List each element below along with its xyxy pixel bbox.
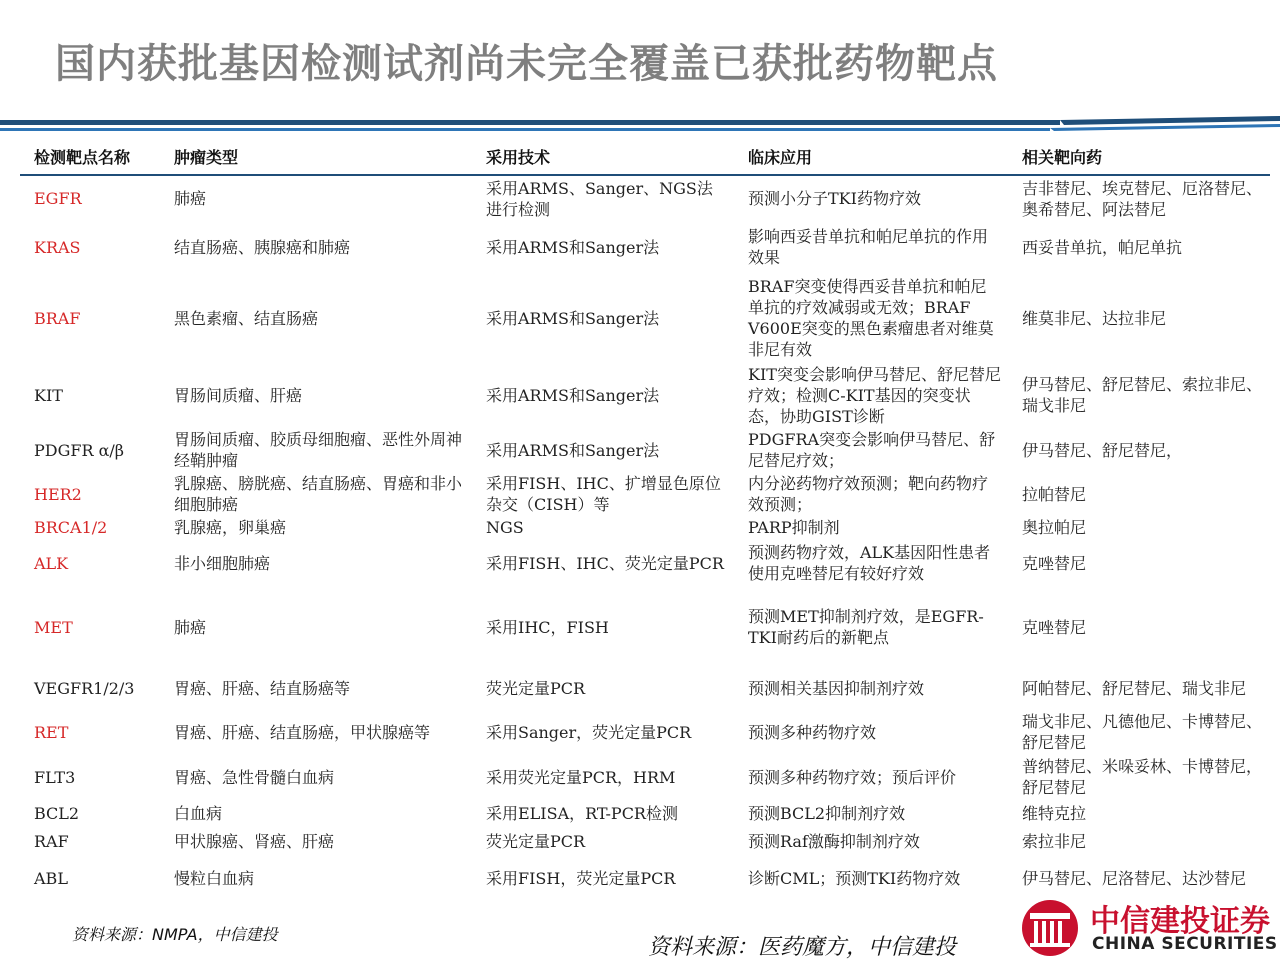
table-row	[20, 273, 1270, 363]
row-clinical-use: 预测MET抑制剂疗效，是EGFR-TKI耐药后的新靶点	[748, 607, 984, 647]
row-tumor-type: 胃癌、急性骨髓白血病	[174, 767, 335, 787]
footer-source: 资料来源：医药魔方，中信建投	[648, 935, 957, 960]
row-target: FLT3	[34, 767, 76, 787]
row-technology: 采用Sanger，荧光定量PCR	[486, 722, 692, 742]
row-tumor-type: 黑色素瘤、结直肠癌	[174, 308, 319, 328]
row-tumor-type: 乳腺癌、膀胱癌、结直肠癌、胃癌和非小细胞肺癌	[174, 474, 463, 514]
row-clinical-use: 预测药物疗效，ALK基因阳性患者使用克唑替尼有较好疗效	[748, 543, 991, 583]
row-clinical-use: 预测Raf激酶抑制剂疗效	[748, 831, 920, 851]
row-clinical-use: KIT突变会影响伊马替尼、舒尼替尼疗效；检测C-KIT基因的突变状态，协助GIST诊断	[748, 364, 1001, 426]
row-technology: 采用FISH，荧光定量PCR	[486, 868, 676, 888]
row-target: BRAF	[34, 308, 81, 328]
row-tumor-type: 胃肠间质瘤、肝癌	[174, 385, 303, 405]
row-tumor-type: 慢粒白血病	[174, 868, 255, 888]
row-clinical-use: 预测多种药物疗效	[748, 722, 877, 742]
row-target: PDGFR α/β	[34, 440, 125, 460]
row-tumor-type: 结直肠癌、胰腺癌和肺癌	[174, 237, 351, 257]
header-clinical-use: 临床应用	[734, 138, 1008, 175]
row-technology: 采用ARMS和Sanger法	[486, 237, 660, 257]
row-clinical-use: 影响西妥昔单抗和帕尼单抗的作用效果	[748, 227, 989, 267]
table-row	[20, 667, 1270, 709]
row-related-drugs: 阿帕替尼、舒尼替尼、瑞戈非尼	[1022, 678, 1247, 698]
table-row	[20, 473, 1270, 515]
header-technology: 采用技术	[472, 138, 734, 175]
table-row	[20, 363, 1270, 427]
table-row	[20, 827, 1270, 855]
row-tumor-type: 甲状腺癌、肾癌、肝癌	[174, 831, 335, 851]
row-technology: 采用荧光定量PCR，HRM	[486, 767, 676, 787]
row-related-drugs: 伊马替尼、尼洛替尼、达沙替尼	[1022, 868, 1247, 888]
target-table	[20, 138, 1270, 901]
row-related-drugs: 索拉非尼	[1022, 831, 1087, 851]
row-related-drugs: 伊马替尼、舒尼替尼，	[1022, 440, 1183, 460]
company-logo	[1020, 892, 1280, 960]
row-tumor-type: 胃肠间质瘤、胶质母细胞瘤、恶性外周神经鞘肿瘤	[174, 430, 463, 470]
row-tumor-type: 白血病	[174, 803, 223, 823]
row-technology: 荧光定量PCR	[486, 678, 586, 698]
row-technology: 采用ARMS和Sanger法	[486, 308, 660, 328]
row-related-drugs: 克唑替尼	[1022, 553, 1087, 573]
row-target: MET	[34, 617, 73, 637]
row-related-drugs: 拉帕替尼	[1022, 484, 1087, 504]
row-clinical-use: 诊断CML；预测TKI药物疗效	[748, 868, 961, 888]
page-title: 国内获批基因检测试剂尚未完全覆盖已获批药物靶点	[55, 41, 998, 87]
row-target: HER2	[34, 484, 82, 504]
row-technology: 采用ARMS和Sanger法	[486, 440, 660, 460]
row-clinical-use: PARP抑制剂	[748, 517, 840, 537]
header-related-drugs: 相关靶向药	[1008, 138, 1270, 175]
table-row	[20, 515, 1270, 539]
table-row	[20, 799, 1270, 827]
china-securities-logo-icon	[1020, 898, 1080, 958]
row-tumor-type: 乳腺癌，卵巢癌	[174, 517, 287, 537]
table-row	[20, 709, 1270, 755]
row-related-drugs: 西妥昔单抗，帕尼单抗	[1022, 237, 1183, 257]
row-related-drugs: 维特克拉	[1022, 803, 1087, 823]
row-related-drugs: 瑞戈非尼、凡德他尼、卡博替尼、舒尼替尼	[1022, 712, 1263, 752]
row-target: RET	[34, 722, 69, 742]
row-related-drugs: 伊马替尼、舒尼替尼、索拉非尼、瑞戈非尼	[1022, 375, 1263, 415]
row-target: BCL2	[34, 803, 80, 823]
row-technology: 采用FISH、IHC、荧光定量PCR	[486, 553, 724, 573]
footer-note: 资料来源：NMPA，中信建投	[72, 925, 278, 944]
row-target: KRAS	[34, 237, 81, 257]
table-row	[20, 539, 1270, 587]
row-tumor-type: 肺癌	[174, 189, 207, 208]
row-related-drugs: 普纳替尼、米哚妥林、卡博替尼，舒尼替尼	[1022, 757, 1263, 797]
row-technology: 荧光定量PCR	[486, 831, 586, 851]
row-target: ABL	[34, 868, 68, 888]
logo-text-en: CHINA SECURITIES	[1092, 934, 1278, 954]
row-technology: 采用ARMS、Sanger、NGS法进行检测	[486, 178, 713, 219]
table-row	[20, 755, 1270, 799]
row-tumor-type: 胃癌、肝癌、结直肠癌，甲状腺癌等	[174, 722, 431, 742]
row-target: EGFR	[34, 189, 82, 208]
row-clinical-use: 预测小分子TKI药物疗效	[748, 189, 921, 208]
row-technology: 采用IHC，FISH	[486, 617, 609, 637]
row-clinical-use: 内分泌药物疗效预测；靶向药物疗效预测；	[748, 474, 989, 514]
row-tumor-type: 非小细胞肺癌	[174, 553, 271, 573]
table-header-row	[20, 138, 1270, 175]
row-clinical-use: BRAF突变使得西妥昔单抗和帕尼单抗的疗效减弱或无效；BRAF V600E突变的黑色素瘤患者对维莫非尼有效	[748, 277, 994, 359]
row-clinical-use: 预测相关基因抑制剂疗效	[748, 678, 925, 698]
header-rule	[0, 116, 1280, 136]
header-target: 检测靶点名称	[20, 138, 160, 175]
table-row	[20, 175, 1270, 221]
table-row	[20, 427, 1270, 473]
row-technology: 采用ELISA，RT-PCR检测	[486, 803, 678, 823]
row-clinical-use: PDGFRA突变会影响伊马替尼、舒尼替尼疗效；	[748, 430, 996, 470]
row-technology: 采用FISH、IHC、扩增显色原位杂交（CISH）等	[486, 474, 721, 514]
row-related-drugs: 吉非替尼、埃克替尼、厄洛替尼、奥希替尼、阿法替尼	[1022, 178, 1263, 219]
row-target: RAF	[34, 831, 69, 851]
row-related-drugs: 维莫非尼、达拉非尼	[1022, 308, 1167, 328]
table-row	[20, 221, 1270, 273]
row-target: KIT	[34, 385, 63, 405]
row-technology: NGS	[486, 517, 524, 537]
header-tumor-type: 肿瘤类型	[160, 138, 472, 175]
row-tumor-type: 胃癌、肝癌、结直肠癌等	[174, 678, 351, 698]
row-technology: 采用ARMS和Sanger法	[486, 385, 660, 405]
logo-text-cn: 中信建投证券	[1090, 904, 1270, 939]
row-target: BRCA1/2	[34, 517, 108, 537]
row-tumor-type: 肺癌	[174, 617, 207, 637]
row-target: VEGFR1/2/3	[34, 678, 135, 698]
row-clinical-use: 预测BCL2抑制剂疗效	[748, 803, 906, 823]
row-target: ALK	[34, 553, 69, 573]
row-related-drugs: 克唑替尼	[1022, 617, 1087, 637]
row-clinical-use: 预测多种药物疗效；预后评价	[748, 767, 957, 787]
row-related-drugs: 奥拉帕尼	[1022, 517, 1087, 537]
table-row	[20, 587, 1270, 667]
